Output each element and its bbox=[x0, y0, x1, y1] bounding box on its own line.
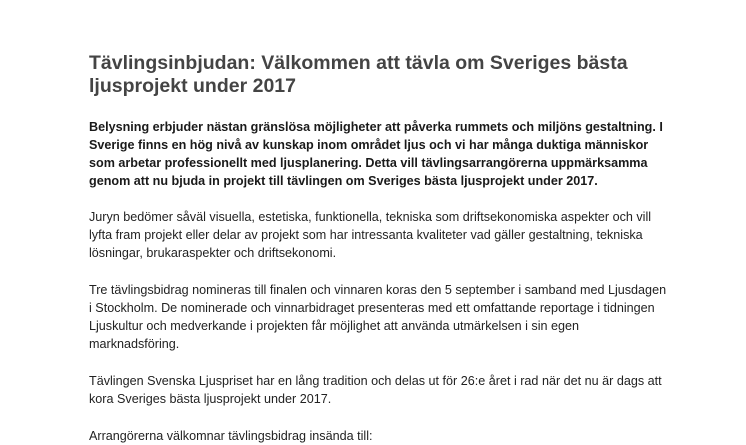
body-paragraph-finalists: Tre tävlingsbidrag nomineras till finalen och vinnaren koras den 5 september i samband med Ljusdagen i Stockholm. De nominerade och vinnarbidraget presenteras med ett omfattande reportage i tidningen Ljuskultur och medverkande i projekten får möjlighet att använda utmärkelsen i sin egen marknadsföring. bbox=[89, 283, 667, 351]
body-paragraph-jury: Juryn bedömer såväl visuella, estetiska, funktionella, tekniska som driftsekonomiska aspekter och vill lyfta fram projekt eller delar av projekt som har intressanta kvaliteter vad gäller gestaltning, tekniska lösningar, brukaraspekter och driftsekonomi. bbox=[89, 210, 652, 260]
body-paragraph-submissions: Arrangörerna välkomnar tävlingsbidrag insända till: bbox=[89, 429, 373, 443]
document-page bbox=[89, 52, 669, 445]
body-paragraph-tradition: Tävlingen Svenska Ljuspriset har en lång tradition och delas ut för 26:e året i rad när det nu är dags att kora Sveriges bästa ljusprojekt under 2017. bbox=[89, 374, 662, 406]
lead-paragraph: Belysning erbjuder nästan gränslösa möjligheter att påverka rummets och miljöns gestaltning. I Sverige finns en hög nivå av kunskap inom området ljus och vi har många duktiga människor som arbetar professionellt med ljusplanering. Detta vill tävlingsarrangörerna uppmärksamma genom att nu bjuda in projekt till tävlingen om Sveriges bästa ljusprojekt under 2017. bbox=[89, 120, 663, 188]
document-title: Tävlingsinbjudan: Välkommen att tävla om Sveriges bästa ljusprojekt under 2017 bbox=[89, 52, 628, 97]
